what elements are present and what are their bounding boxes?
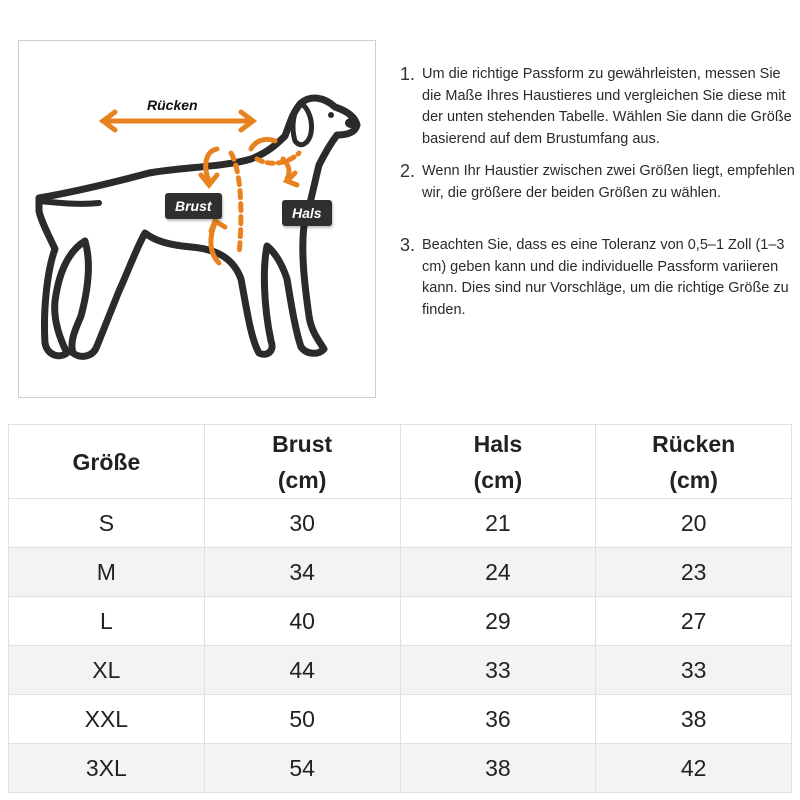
cell-back: 23 — [596, 548, 792, 597]
neck-label: Hals — [282, 200, 332, 226]
dog-ear — [293, 103, 312, 145]
dog-eye — [328, 112, 334, 118]
cell-chest: 34 — [204, 548, 400, 597]
dog-nose — [345, 118, 357, 128]
chest-label: Brust — [165, 193, 222, 219]
table-header-row — [9, 425, 792, 499]
measurement-instructions — [400, 64, 795, 332]
cell-size: 3XL — [9, 744, 205, 793]
header-back-label: Rücken — [652, 430, 736, 457]
instruction-item — [400, 161, 795, 204]
instruction-text: Beachten Sie, dass es eine Toleranz von 0,5–1 Zoll (1–3 cm) geben kann und die individuelle Passform variieren kann. Dies sind nur Vorschläge, um die richtige Größe zu finden. — [422, 237, 789, 318]
cell-size: L — [9, 597, 205, 646]
header-neck — [400, 425, 596, 499]
cell-back: 20 — [596, 499, 792, 548]
table-row — [9, 499, 792, 548]
cell-chest: 54 — [204, 744, 400, 793]
cell-size: M — [9, 548, 205, 597]
cell-chest: 40 — [204, 597, 400, 646]
cell-chest: 50 — [204, 695, 400, 744]
cell-chest: 44 — [204, 646, 400, 695]
cell-size: XXL — [9, 695, 205, 744]
header-chest-unit: (cm) — [277, 466, 327, 493]
cell-chest: 30 — [204, 499, 400, 548]
size-table — [8, 424, 792, 793]
cell-neck: 33 — [400, 646, 596, 695]
cell-back: 38 — [596, 695, 792, 744]
header-size — [9, 425, 205, 499]
instruction-number: 1. — [400, 64, 416, 84]
cell-neck: 21 — [400, 499, 596, 548]
back-arrow — [103, 112, 253, 130]
instruction-item — [400, 64, 795, 150]
dog-tail — [39, 201, 99, 204]
table-row — [9, 646, 792, 695]
cell-size: XL — [9, 646, 205, 695]
header-chest — [204, 425, 400, 499]
instruction-item — [400, 235, 795, 321]
header-back — [596, 425, 792, 499]
table-row — [9, 597, 792, 646]
cell-neck: 38 — [400, 744, 596, 793]
table-row — [9, 744, 792, 793]
cell-neck: 24 — [400, 548, 596, 597]
cell-back: 42 — [596, 744, 792, 793]
dog-measurement-figure — [18, 40, 376, 398]
instruction-number: 2. — [400, 161, 416, 181]
cell-back: 33 — [596, 646, 792, 695]
instruction-number: 3. — [400, 235, 416, 255]
instruction-text: Wenn Ihr Haustier zwischen zwei Größen liegt, empfehlen wir, die größere der beiden Größen zu wählen. — [422, 163, 795, 201]
header-neck-label: Hals — [473, 430, 523, 457]
cell-neck: 29 — [400, 597, 596, 646]
header-neck-unit: (cm) — [473, 466, 523, 493]
header-chest-label: Brust — [272, 430, 333, 457]
table-row — [9, 548, 792, 597]
table-row — [9, 695, 792, 744]
back-label: Rücken — [147, 97, 198, 113]
header-size-label: Größe — [72, 448, 141, 475]
instruction-text: Um die richtige Passform zu gewährleisten, messen Sie die Maße Ihres Haustieres und vergleichen Sie diese mit der unten stehenden Tabelle. Wählen Sie dann die Größe basierend auf dem Brustumfang aus. — [422, 66, 792, 147]
cell-back: 27 — [596, 597, 792, 646]
header-back-unit: (cm) — [669, 466, 718, 493]
cell-neck: 36 — [400, 695, 596, 744]
cell-size: S — [9, 499, 205, 548]
